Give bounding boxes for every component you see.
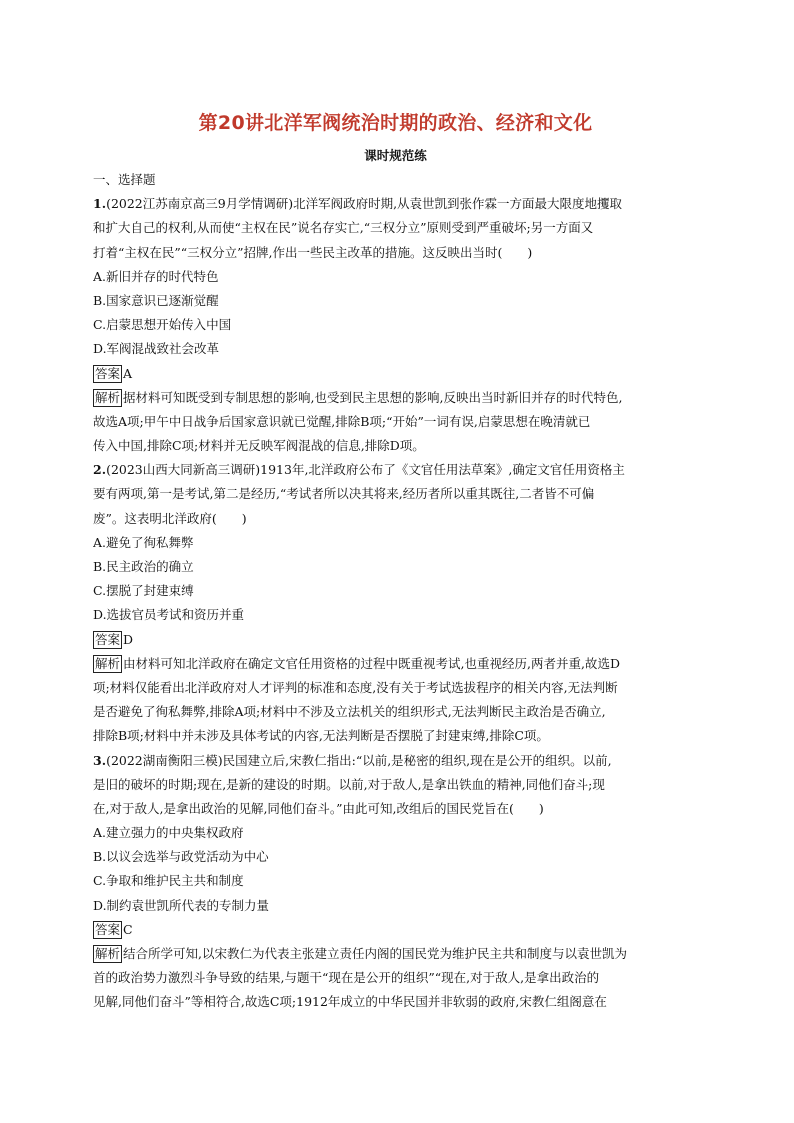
- question-3: [93, 749, 698, 1015]
- question-stem-line: 在,对于敌人,是拿出政治的见解,同他们奋斗。”由此可知,改组后的国民党旨在( ): [93, 800, 544, 816]
- page-subtitle: 课时规范练: [364, 148, 427, 163]
- analysis-text: 结合所学可知,以宋教仁为代表主张建立责任内阁的国民党为维护民主共和制度与以袁世凯为: [123, 946, 627, 961]
- analysis-line: 是否避免了徇私舞弊,排除A项;材料中不涉及立法机关的组织形式,无法判断民主政治是否确立,: [93, 704, 606, 720]
- analysis-text: 由材料可知北洋政府在确定文官任用资格的过程中既重视考试,也重视经历,两者并重,故选D: [123, 655, 620, 671]
- analysis-line: [93, 942, 698, 966]
- question-number: 2.: [93, 462, 107, 478]
- option-d: D.军阀混战致社会改革: [93, 341, 220, 357]
- question-stem-line: 打着“主权在民”“三权分立”招牌,作出一些民主改革的措施。这反映出当时( ): [93, 244, 533, 260]
- analysis-tag: 解析: [95, 389, 121, 405]
- analysis-text: 据材料可知既受到专制思想的影响,也受到民主思想的影响,反映出当时新旧并存的时代特色,: [123, 389, 623, 405]
- analysis-line: 项;材料仅能看出北洋政府对人才评判的标准和态度,没有关于考试选拔程序的相关内容,无法判断: [93, 679, 618, 695]
- question-stem-line: 是旧的破坏的时期;现在,是新的建设的时期。以前,对于敌人,是拿出铁血的精神,同他们奋斗;现: [93, 776, 605, 792]
- answer-value: A: [123, 365, 133, 381]
- page-title: 第20讲北洋军阀统治时期的政治、经济和文化: [198, 112, 593, 134]
- question-stem-text: (2022湖南衡阳三模)民国建立后,宋教仁指出:“以前,是秘密的组织,现在是公开的组织。以前,: [106, 752, 612, 768]
- answer-line: [93, 362, 698, 386]
- answer-tag: 答案: [95, 921, 121, 937]
- answer-line: [93, 918, 698, 942]
- answer-line: [93, 628, 698, 652]
- option-c: C.争取和维护民主共和制度: [93, 873, 244, 889]
- answer-value: C: [123, 921, 133, 937]
- question-stem-text: (2023山西大同新高三调研)1913年,北洋政府公布了《文官任用法草案》,确定文官任用资格主: [106, 462, 625, 478]
- option-a: A.新旧并存的时代特色: [93, 268, 219, 284]
- option-d: D.制约袁世凯所代表的专制力量: [93, 897, 270, 913]
- option-d: D.选拔官员考试和资历并重: [93, 607, 245, 623]
- analysis-line: [93, 652, 698, 676]
- question-stem-line: 废”。这表明北洋政府( ): [93, 510, 247, 526]
- option-b: B.民主政治的确立: [93, 559, 194, 574]
- option-b: B.以议会选举与政党活动为中心: [93, 849, 269, 865]
- analysis-tag: 解析: [95, 946, 121, 961]
- answer-tag: 答案: [95, 631, 121, 647]
- analysis-line: [93, 386, 698, 410]
- question-stem-line: [93, 192, 698, 216]
- question-2: [93, 458, 698, 748]
- question-stem-line: [93, 749, 698, 773]
- question-number: 1.: [93, 196, 107, 212]
- answer-tag: 答案: [95, 365, 121, 381]
- analysis-line: 首的政治势力激烈斗争导致的结果,与题干“现在是公开的组织”“现在,对于敌人,是拿出政治的: [93, 970, 600, 986]
- analysis-line: 排除B项;材料中并未涉及具体考试的内容,无法判断是否摆脱了封建束缚,排除C项。: [93, 728, 549, 744]
- question-stem-line: 和扩大自己的权利,从而使“主权在民”说名存实亡,“三权分立”原则受到严重破坏;另一方面又: [93, 220, 594, 236]
- option-b: B.国家意识已逐渐觉醒: [93, 292, 219, 308]
- option-a: A.建立强力的中央集权政府: [93, 825, 244, 841]
- answer-value: D: [123, 631, 134, 647]
- question-stem-text: (2022江苏南京高三9月学情调研)北洋军阀政府时期,从袁世凯到张作霖一方面最大限度地攫取: [106, 196, 623, 212]
- content-body: [93, 168, 698, 1015]
- question-number: 3.: [93, 752, 107, 768]
- document-page: [93, 0, 698, 1123]
- option-c: C.启蒙思想开始传入中国: [93, 317, 232, 333]
- analysis-line: 传入中国,排除C项;材料并无反映军阀混战的信息,排除D项。: [93, 438, 425, 454]
- analysis-tag: 解析: [95, 655, 121, 671]
- question-stem-line: 要有两项,第一是考试,第二是经历,“考试者所以决其将来,经历者所以重其既往,二者皆不可偏: [93, 486, 595, 502]
- analysis-line: 见解,同他们奋斗”等相符合,故选C项;1912年成立的中华民国并非软弱的政府,宋教仁组阁意在: [93, 994, 607, 1010]
- option-a: A.避免了徇私舞弊: [93, 534, 194, 550]
- question-stem-line: [93, 458, 698, 482]
- option-c: C.摆脱了封建束缚: [93, 583, 194, 599]
- question-1: [93, 192, 698, 458]
- section-heading: 一、选择题: [93, 172, 156, 187]
- analysis-line: 故选A项;甲午中日战争后国家意识就已觉醒,排除B项;“开始”一词有误,启蒙思想在晚清就已: [93, 413, 591, 429]
